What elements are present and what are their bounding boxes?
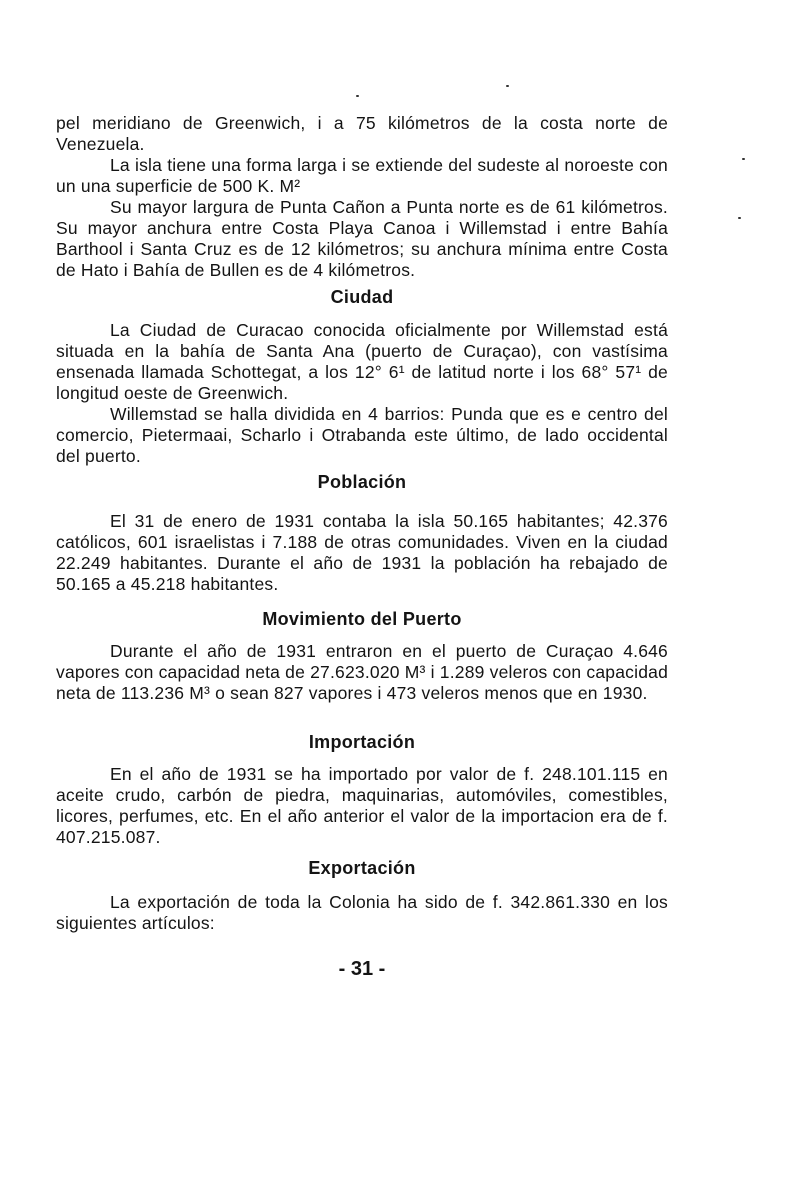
ink-speck xyxy=(506,85,509,87)
intro-text xyxy=(56,113,668,281)
ink-speck xyxy=(356,95,359,97)
ink-speck xyxy=(738,217,741,219)
paragraph: En el año de 1931 se ha importado por valor de f. 248.101.115 en aceite crudo, carbón de piedra, maquinarias, automóviles, comestibles, licores, perfumes, etc. En el año anterior el valor de la importacion era de f. 407.215.087. xyxy=(56,764,668,847)
ciudad-text xyxy=(56,320,668,467)
importacion-text xyxy=(56,764,668,848)
paragraph: El 31 de enero de 1931 contaba la isla 50.165 habitantes; 42.376 católicos, 601 israelistas i 7.188 de otras comunidades. Viven en la ciudad 22.249 habitantes. Durante el año de 1931 la población ha rebajado de 50.165 a 45.218 habitantes. xyxy=(56,511,668,594)
section-heading-movimiento: Movimiento del Puerto xyxy=(262,609,462,629)
section-heading-poblacion: Población xyxy=(317,472,407,492)
paragraph: Su mayor largura de Punta Cañon a Punta norte es de 61 kilómetros. Su mayor anchura entre Costa Playa Canoa i Willemstad i entre Bahía Barthool i Santa Cruz es de 12 kilómetros; su anchura mínima entre Costa de Hato i Bahía de Bullen es de 4 kilómetros. xyxy=(56,197,668,280)
page-number: - 31 - xyxy=(338,958,386,980)
paragraph: La Ciudad de Curacao conocida oficialmente por Willemstad está situada en la bahía de Santa Ana (puerto de Curaçao), con vastísima ensenada llamada Schottegat, a los 12° 6¹ de latitud norte i los 68° 57¹ de longitud oeste de Greenwich. xyxy=(56,320,668,403)
section-heading-exportacion: Exportación xyxy=(308,858,416,878)
paragraph: La exportación de toda la Colonia ha sido de f. 342.861.330 en los siguientes artículos: xyxy=(56,892,668,933)
paragraph: pel meridiano de Greenwich, i a 75 kilómetros de la costa norte de Venezuela. xyxy=(56,113,668,154)
poblacion-text xyxy=(56,511,668,595)
paragraph: Willemstad se halla dividida en 4 barrios: Punda que es e centro del comercio, Pietermaai, Scharlo i Otrabanda este último, de lado occidental del puerto. xyxy=(56,404,668,466)
ink-speck xyxy=(742,158,745,160)
section-heading-ciudad: Ciudad xyxy=(330,287,394,307)
paragraph: La isla tiene una forma larga i se extiende del sudeste al noroeste con un una superficie de 500 K. M² xyxy=(56,155,668,196)
section-heading-importacion: Importación xyxy=(308,732,416,752)
movimiento-text xyxy=(56,641,668,704)
paragraph: Durante el año de 1931 entraron en el puerto de Curaçao 4.646 vapores con capacidad neta de 27.623.020 M³ i 1.289 veleros con capacidad neta de 113.236 M³ o sean 827 vapores i 473 veleros menos que en 1930. xyxy=(56,641,668,703)
exportacion-text xyxy=(56,892,668,934)
